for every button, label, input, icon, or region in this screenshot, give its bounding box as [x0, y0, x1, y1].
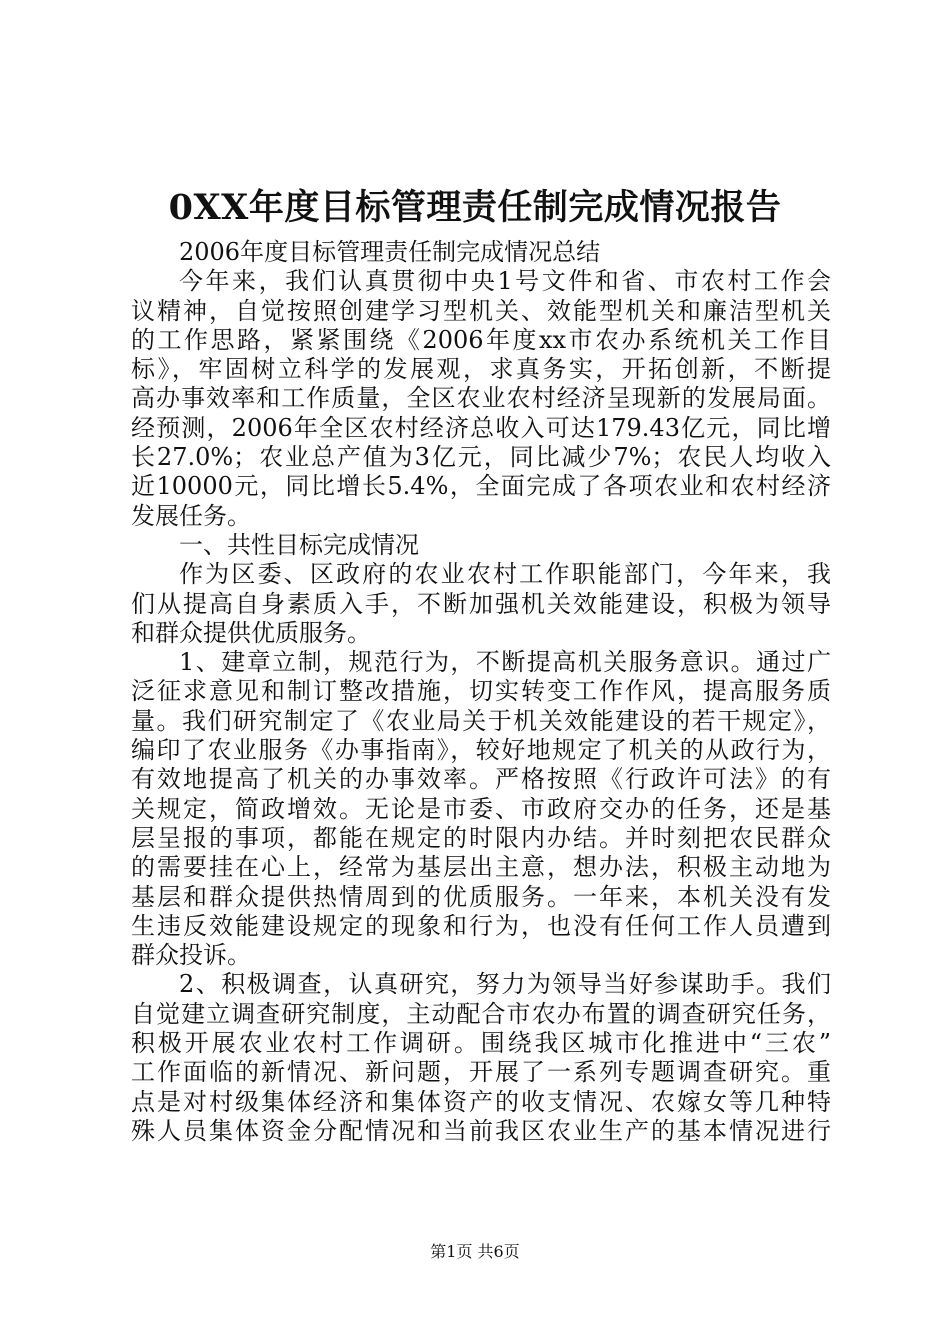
body-text-line: 殊人员集体资金分配情况和当前我区农业生产的基本情况进行: [131, 1116, 831, 1145]
document-title: 0XX年度目标管理责任制完成情况报告: [168, 187, 782, 228]
body-text-line: 2、积极调查，认真研究，努力为领导当好参谋助手。我们: [179, 970, 831, 999]
body-text-line: 长27.0%；农业总产值为3亿元，同比减少7%；农民人均收入: [131, 443, 831, 472]
body-text-line: 的工作思路，紧紧围绕《2006年度xx市农办系统机关工作目: [131, 325, 831, 354]
body-text-line: 基层和群众提供热情周到的优质服务。一年来，本机关没有发: [131, 882, 831, 911]
body-text-line: 生违反效能建设规定的现象和行为，也没有任何工作人员遭到: [131, 911, 831, 940]
body-text-line: 2006年度目标管理责任制完成情况总结: [179, 238, 601, 266]
body-text-line: 1、建章立制，规范行为，不断提高机关服务意识。通过广: [179, 648, 831, 677]
body-text-line: 积极开展农业农村工作调研。围绕我区城市化推进中“三农”: [131, 1029, 831, 1058]
body-text-line: 议精神，自觉按照创建学习型机关、效能型机关和廉洁型机关: [131, 296, 831, 325]
body-text-line: 层呈报的事项，都能在规定的时限内办结。并时刻把农民群众: [131, 823, 831, 852]
body-text-line: 群众投诉。: [131, 941, 251, 970]
body-text-line: 发展任务。: [131, 501, 251, 530]
body-text-line: 近10000元，同比增长5.4%，全面完成了各项农业和农村经济: [131, 472, 831, 501]
body-text-line: 泛征求意见和制订整改措施，切实转变工作作风，提高服务质: [131, 677, 831, 706]
body-text-line: 关规定，简政增效。无论是市委、市政府交办的任务，还是基: [131, 794, 831, 823]
document-body: [131, 238, 831, 1146]
body-text-line: 和群众提供优质服务。: [131, 618, 371, 647]
body-text-line: 工作面临的新情况、新问题，开展了一系列专题调查研究。重: [131, 1058, 831, 1087]
body-text-line: 作为区委、区政府的农业农村工作职能部门，今年来，我: [179, 560, 831, 589]
page-footer: 第1页 共6页: [430, 1242, 520, 1261]
body-text-line: 点是对村级集体经济和集体资产的收支情况、农嫁女等几种特: [131, 1087, 831, 1116]
body-text-line: 一、共性目标完成情况: [179, 530, 419, 559]
body-text-line: 编印了农业服务《办事指南》，较好地规定了机关的从政行为，: [131, 736, 831, 765]
body-text-line: 有效地提高了机关的办事效率。严格按照《行政许可法》的有: [131, 765, 831, 794]
body-text-line: 标》，牢固树立科学的发展观，求真务实，开拓创新，不断提: [131, 355, 831, 384]
body-text-line: 的需要挂在心上，经常为基层出主意，想办法，积极主动地为: [131, 853, 831, 882]
body-text-line: 今年来，我们认真贯彻中央1号文件和省、市农村工作会: [179, 267, 831, 296]
body-text-line: 们从提高自身素质入手，不断加强机关效能建设，积极为领导: [131, 589, 831, 618]
body-text-line: 经预测，2006年全区农村经济总收入可达179.43亿元，同比增: [131, 413, 831, 442]
body-text-line: 高办事效率和工作质量，全区农业农村经济呈现新的发展局面。: [131, 384, 831, 413]
body-text-line: 自觉建立调查研究制度，主动配合市农办布置的调查研究任务，: [131, 999, 831, 1028]
body-text-line: 量。我们研究制定了《农业局关于机关效能建设的若干规定》，: [131, 706, 831, 735]
